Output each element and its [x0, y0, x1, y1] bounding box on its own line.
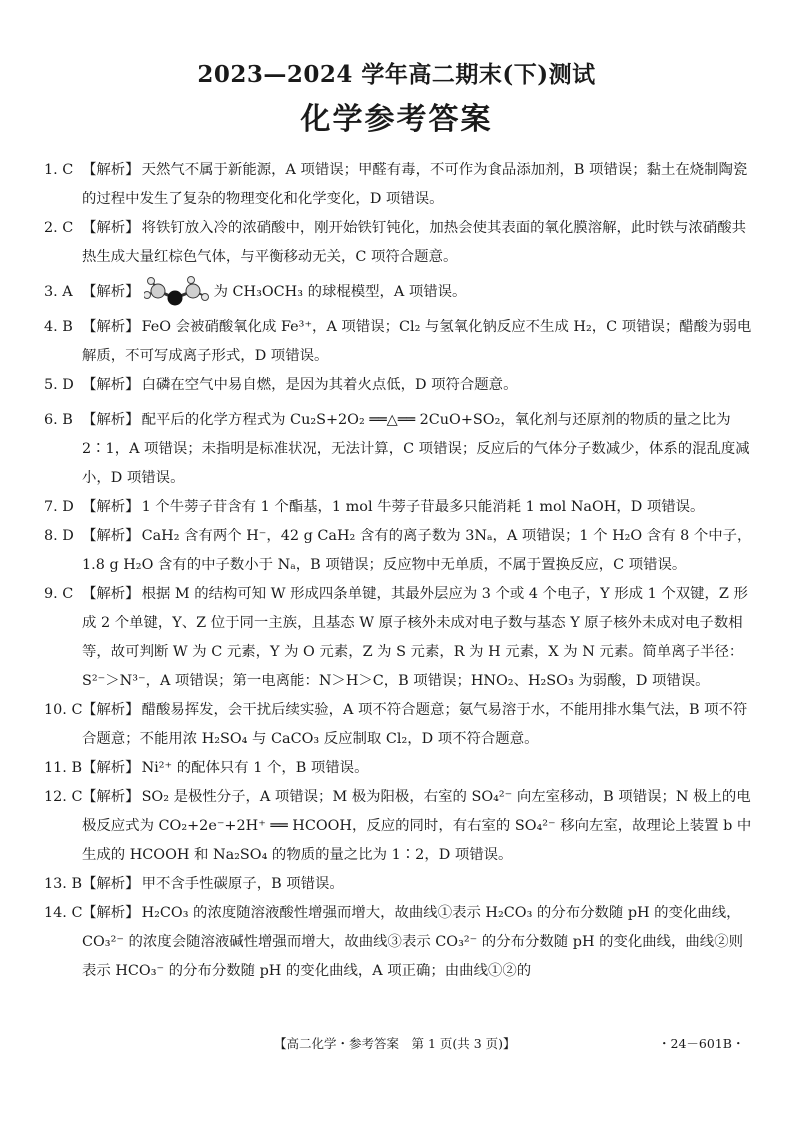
answer-text: 将铁钉放入冷的浓硝酸中，刚开始铁钉钝化，加热会使其表面的氧化膜溶解，此时铁与浓硝酸共热生成大量红棕色气体，与平衡移动无关，C 项符合题意。 [82, 220, 746, 265]
answer-item-13 [44, 870, 756, 899]
answer-item-14 [44, 899, 756, 986]
analysis-tag: 【解析】 [82, 905, 140, 921]
answer-item-5 [44, 371, 756, 400]
answer-text: 天然气不属于新能源，A 项错误；甲醛有毒，不可作为食品添加剂，B 项错误；黏土在烧制陶瓷的过程中发生了复杂的物理变化和化学变化，D 项错误。 [82, 162, 748, 207]
answer-number: 13. B [44, 876, 83, 892]
answer-text: 1 个牛蒡子苷含有 1 个酯基，1 mol 牛蒡子苷最多只能消耗 1 mol NaOH，D 项错误。 [141, 499, 705, 515]
analysis-tag: 【解析】 [82, 220, 140, 236]
answer-number: 3. A [44, 284, 73, 300]
answer-number: 2. C [44, 220, 74, 236]
answer-item-11 [44, 754, 756, 783]
analysis-tag: 【解析】 [82, 760, 140, 776]
analysis-tag: 【解析】 [82, 702, 140, 718]
answer-item-9 [44, 580, 756, 696]
answer-number: 14. C [44, 905, 83, 921]
answer-text: 根据 M 的结构可知 W 形成四条单键，其最外层应为 3 个或 4 个电子，Y 形成 1 个双键，Z 形成 2 个单键，Y、Z 位于同一主族，且基态 W 原子核外未成对电子数与基态 Y 原子核外未成对电子数相等，故可判断 W 为 C 元素，Y 为 O 元素，Z 为 S 元素，R 为 H 元素，X 为 N 元素。简单离子半径：S²⁻＞N³⁻，A 项错误；第一电离能：N＞H＞C，B 项错误；HNO₂、H₂SO₃ 为弱酸，D 项错误。 [82, 586, 748, 689]
analysis-tag: 【解析】 [82, 789, 140, 805]
answer-item-10 [44, 696, 756, 754]
answer-text: SO₂ 是极性分子，A 项错误；M 极为阳极，右室的 SO₄²⁻ 向左室移动，B 项错误；N 极上的电极反应式为 CO₂+2e⁻+2H⁺ ══ HCOOH，反应的同时，有右室的 SO₄²⁻ 移向左室，故理论上装置 b 中生成的 HCOOH 和 Na₂SO₄ 的物质的量之比为 1∶2，D 项错误。 [82, 789, 752, 863]
analysis-tag: 【解析】 [82, 412, 140, 428]
answer-item-3 [44, 278, 756, 307]
analysis-tag: 【解析】 [82, 162, 140, 178]
answer-text: 为 CH₃OCH₃ 的球棍模型，A 项错误。 [213, 284, 467, 300]
answer-number: 6. B [44, 412, 73, 428]
analysis-tag: 【解析】 [82, 319, 140, 335]
answer-number: 12. C [44, 789, 83, 805]
answer-text: Ni²⁺ 的配体只有 1 个，B 项错误。 [141, 760, 369, 776]
page-title: 2023—2024 学年高二期末(下)测试 [197, 61, 596, 88]
answer-number: 1. C [44, 162, 74, 178]
answer-number: 7. D [44, 499, 74, 515]
answer-text: H₂CO₃ 的浓度随溶液酸性增强而增大，故曲线①表示 H₂CO₃ 的分布分数随 pH 的变化曲线，CO₃²⁻ 的浓度会随溶液碱性增强而增大，故曲线③表示 CO₃²⁻ 的分布分数随 pH 的变化曲线，曲线②则表示 HCO₃⁻ 的分布分数随 pH 的变化曲线，A 项正确；由曲线①②的 [82, 905, 743, 979]
ball-and-stick-model-image [144, 276, 210, 306]
answer-item-2 [44, 214, 756, 272]
answer-number: 10. C [44, 702, 83, 718]
answer-item-12 [44, 783, 756, 870]
answer-text: 白磷在空气中易自燃，是因为其着火点低，D 项符合题意。 [141, 377, 518, 393]
analysis-tag: 【解析】 [82, 528, 140, 544]
answer-number: 4. B [44, 319, 73, 335]
footer-page-info: 【高二化学・参考答案 第 1 页(共 3 页)】 [274, 1036, 516, 1051]
answer-text: 醋酸易挥发，会干扰后续实验，A 项不符合题意；氨气易溶于水，不能用排水集气法，B 项不符合题意；不能用浓 H₂SO₄ 与 CaCO₃ 反应制取 Cl₂，D 项不符合题意。 [82, 702, 748, 747]
answer-number: 5. D [44, 377, 74, 393]
footer-code: ・24－601B・ [658, 1036, 745, 1051]
answer-number: 8. D [44, 528, 74, 544]
answer-text: 配平后的化学方程式为 Cu₂S+2O₂ ══△══ 2CuO+SO₂，氧化剂与还原剂的物质的量之比为 2∶1，A 项错误；未指明是标准状况，无法计算，C 项错误；反应后的气体分子数减少，体系的混乱度减小，D 项错误。 [82, 412, 750, 486]
answer-item-6 [44, 406, 756, 493]
answer-item-7 [44, 493, 756, 522]
analysis-tag: 【解析】 [82, 377, 140, 393]
page-subtitle: 化学参考答案 [300, 102, 493, 137]
answer-text: FeO 会被硝酸氧化成 Fe³⁺，A 项错误；Cl₂ 与氢氧化钠反应不生成 H₂，C 项错误；醋酸为弱电解质，不可写成离子形式，D 项错误。 [82, 319, 752, 364]
answer-number: 11. B [44, 760, 83, 776]
answer-text: CaH₂ 含有两个 H⁻，42 g CaH₂ 含有的离子数为 3Nₐ，A 项错误；1 个 H₂O 含有 8 个中子，1.8 g H₂O 含有的中子数小于 Nₐ，B 项错误；反应物中无单质，不属于置换反应，C 项错误。 [82, 528, 752, 573]
analysis-tag: 【解析】 [82, 284, 140, 300]
answer-text: 甲不含手性碳原子，B 项错误。 [141, 876, 344, 892]
analysis-tag: 【解析】 [82, 586, 140, 602]
analysis-tag: 【解析】 [82, 876, 140, 892]
answer-list [44, 156, 756, 986]
answer-item-4 [44, 313, 756, 371]
answer-item-8 [44, 522, 756, 580]
analysis-tag: 【解析】 [82, 499, 140, 515]
answer-item-1 [44, 156, 756, 214]
answer-number: 9. C [44, 586, 74, 602]
